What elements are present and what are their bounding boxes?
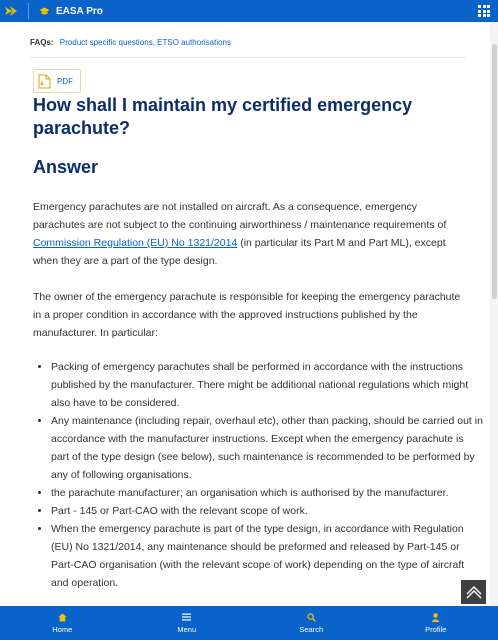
easa-logo-icon[interactable] (0, 0, 22, 22)
profile-icon (431, 612, 440, 622)
page-title: How shall I maintain my certified emergency parachute? (33, 95, 413, 138)
pdf-download-button[interactable] (33, 69, 81, 93)
divider (30, 57, 466, 58)
pdf-label: PDF (57, 76, 73, 86)
nav-home-label: Home (52, 625, 73, 634)
main-content (0, 22, 490, 606)
home-icon (58, 612, 67, 622)
app-title: EASA Pro (56, 5, 103, 17)
list-item: • Packing of emergency parachutes shall be performed in accordance with the instructions published by the manufacturer. There might be additional national regulations which might also have to be considered. (51, 358, 483, 412)
nav-search[interactable] (249, 606, 374, 640)
answer-paragraph-1: Emergency parachutes are not installed on aircraft. As a consequence, emergency parachutes are not subject to the continuing airworthiness / maintenance requirements of Commission Regulation (EU) No 1321/2014 (in particular its Part M and Part ML), except when they are a part of the type design. (33, 201, 447, 267)
regulation-link[interactable]: Commission Regulation (EU) No 1321/2014 (33, 237, 238, 249)
faq-category-link[interactable]: Product specific questions, ETSO authorisations (59, 38, 231, 47)
requirements-list (33, 358, 483, 592)
divider (28, 3, 29, 19)
list-item: • Part - 145 or Part-CAO with the relevant scope of work. (51, 502, 483, 520)
nav-profile-label: Profile (425, 625, 447, 634)
answer-paragraph-2: The owner of the emergency parachute is responsible for keeping the emergency parachute in a proper condition in accordance with the approved instructions published by the manufacturer. In particular: (33, 291, 461, 339)
menu-icon (182, 612, 191, 622)
nav-menu-label: Menu (177, 625, 197, 634)
list-item: • When the emergency parachute is part of the type design, in accordance with Regulation (EU) No 1321/2014, any maintenance should be preformed and released by Part-145 or Part-CAO organisation (with the relevant scope of work) depending on the type of aircraft and operation. (51, 520, 483, 592)
nav-profile[interactable] (374, 606, 498, 640)
answer-heading: Answer (33, 157, 99, 177)
list-item: • the parachute manufacturer; an organisation which is authorised by the manufacturer. (51, 484, 483, 502)
graduation-cap-icon (39, 7, 50, 16)
scrollbar-thumb[interactable] (492, 44, 497, 299)
search-icon (307, 612, 316, 622)
nav-menu[interactable] (125, 606, 250, 640)
bottom-navigation (0, 606, 498, 640)
breadcrumb (30, 38, 231, 47)
list-item: • Any maintenance (including repair, overhaul etc), other than packing, should be carried out in accordance with the manufacturer instructions. Except when the emergency parachute is part of the type design (see below), such maintenance is recommended to be performed by any of following organisations. (51, 412, 483, 484)
back-to-top-button[interactable] (461, 580, 486, 604)
nav-search-label: Search (299, 625, 324, 634)
top-app-bar (0, 0, 498, 22)
faqs-label: FAQs: (30, 38, 54, 47)
chevron-up-icon (465, 585, 483, 599)
apps-grid-icon[interactable] (478, 5, 490, 17)
pdf-download-icon (38, 74, 51, 89)
nav-home[interactable] (0, 606, 125, 640)
